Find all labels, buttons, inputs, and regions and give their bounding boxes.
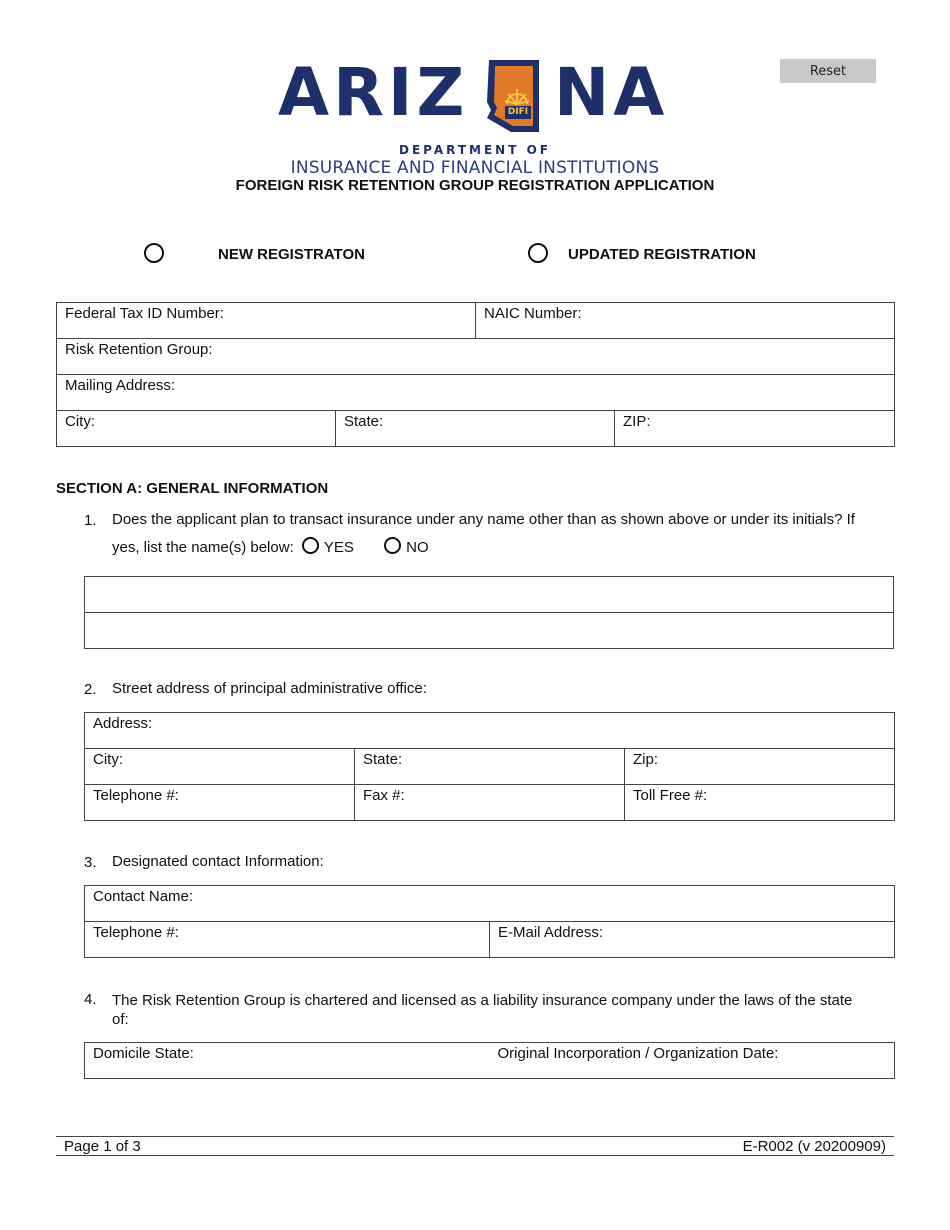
reset-button[interactable]: Reset <box>780 59 876 83</box>
contact-name-label: Contact Name: <box>93 888 194 905</box>
contact-email-field[interactable] <box>490 922 895 958</box>
city-field[interactable] <box>57 411 336 447</box>
naic-number-label: NAIC Number: <box>484 305 582 322</box>
new-registration-radio[interactable] <box>144 243 164 263</box>
q2-number: 2. <box>84 681 97 698</box>
footer-bottom-rule <box>56 1155 894 1156</box>
office-address-field[interactable] <box>85 713 895 749</box>
arizona-logo <box>278 56 673 136</box>
q3-text: Designated contact Information: <box>112 853 324 870</box>
office-state-field[interactable] <box>355 749 625 785</box>
domicile-state-field[interactable] <box>85 1043 490 1079</box>
q1-yes-radio[interactable] <box>302 537 319 554</box>
form-id: E-R002 (v 20200909) <box>742 1138 886 1155</box>
office-fax-field[interactable] <box>355 785 625 821</box>
risk-retention-group-field[interactable] <box>57 339 895 375</box>
city-label: City: <box>65 413 95 430</box>
office-toll-free-label: Toll Free #: <box>633 787 708 804</box>
risk-retention-group-label: Risk Retention Group: <box>65 341 213 358</box>
contact-info-table <box>84 885 895 958</box>
office-address-table <box>84 712 895 821</box>
contact-telephone-field[interactable] <box>85 922 490 958</box>
q1-text <box>112 506 902 562</box>
contact-email-label: E-Mail Address: <box>498 924 604 941</box>
contact-name-field[interactable] <box>85 886 895 922</box>
section-a-title: SECTION A: GENERAL INFORMATION <box>56 480 329 497</box>
q1-line2-text: yes, list the name(s) below: <box>112 539 294 556</box>
q3-number: 3. <box>84 854 97 871</box>
naic-number-field[interactable] <box>476 303 895 339</box>
q1-yes-label: YES <box>323 539 354 556</box>
logo-text-left: ARIZ <box>278 54 469 131</box>
contact-telephone-label: Telephone #: <box>93 924 179 941</box>
q4-text <box>112 991 902 1029</box>
updated-registration-radio[interactable] <box>528 243 548 263</box>
q1-name-field-1[interactable] <box>85 577 894 613</box>
incorporation-date-field[interactable] <box>490 1043 895 1079</box>
institution-name: INSURANCE AND FINANCIAL INSTITUTIONS <box>290 158 660 178</box>
q4-number: 4. <box>84 991 97 1008</box>
q1-line2 <box>112 534 902 562</box>
zip-label: ZIP: <box>623 413 651 430</box>
office-telephone-field[interactable] <box>85 785 355 821</box>
q1-line1: Does the applicant plan to transact insurance under any name other than as shown above or under its initials? If <box>112 511 855 528</box>
office-zip-field[interactable] <box>625 749 895 785</box>
federal-tax-id-field[interactable] <box>57 303 476 339</box>
mailing-address-label: Mailing Address: <box>65 377 176 394</box>
new-registration-label: NEW REGISTRATON <box>218 246 365 263</box>
office-toll-free-field[interactable] <box>625 785 895 821</box>
domicile-table <box>84 1042 895 1079</box>
federal-tax-id-label: Federal Tax ID Number: <box>65 305 224 322</box>
form-title: FOREIGN RISK RETENTION GROUP REGISTRATION APPLICATION <box>235 177 715 194</box>
logo-badge-text: DIFI <box>507 107 529 117</box>
q1-no-radio[interactable] <box>384 537 401 554</box>
q1-no-label: NO <box>406 539 429 556</box>
q4-line2: of: <box>112 1011 129 1028</box>
q1-name-field-2[interactable] <box>85 613 894 649</box>
department-line: DEPARTMENT OF <box>399 143 551 157</box>
zip-field[interactable] <box>615 411 895 447</box>
updated-registration-label: UPDATED REGISTRATION <box>568 246 756 263</box>
office-fax-label: Fax #: <box>363 787 405 804</box>
domicile-state-label: Domicile State: <box>93 1045 194 1062</box>
office-zip-label: Zip: <box>633 751 659 768</box>
applicant-info-table <box>56 302 895 447</box>
office-telephone-label: Telephone #: <box>93 787 179 804</box>
office-state-label: State: <box>363 751 403 768</box>
office-city-field[interactable] <box>85 749 355 785</box>
state-label: State: <box>344 413 384 430</box>
q1-names-table <box>84 576 894 649</box>
q2-text: Street address of principal administrative office: <box>112 680 427 697</box>
state-field[interactable] <box>336 411 615 447</box>
q4-line1: The Risk Retention Group is chartered and licensed as a liability insurance company under the laws of the state <box>112 992 853 1009</box>
mailing-address-field[interactable] <box>57 375 895 411</box>
arizona-state-icon <box>481 56 547 136</box>
page-number: Page 1 of 3 <box>64 1138 141 1155</box>
footer-top-rule <box>56 1136 894 1137</box>
incorporation-date-label: Original Incorporation / Organization Date: <box>497 1045 779 1062</box>
q1-number: 1. <box>84 512 97 529</box>
logo-text-right: NA <box>554 54 669 131</box>
office-city-label: City: <box>93 751 123 768</box>
office-address-label: Address: <box>93 715 153 732</box>
